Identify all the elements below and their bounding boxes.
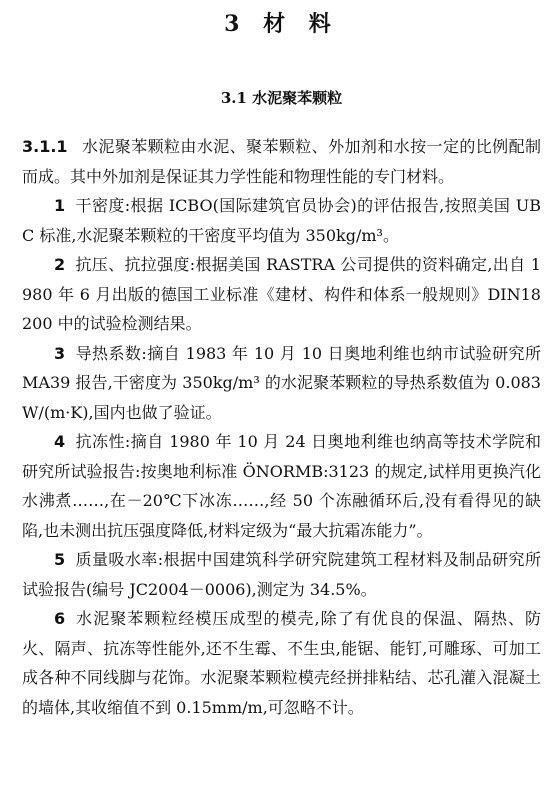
paragraph-number: 1 — [54, 196, 66, 215]
paragraph-item-3 — [22, 339, 541, 428]
paragraph-text: 水泥聚苯颗粒由水泥、聚苯颗粒、外加剂和水按一定的比例配制而成。其中外加剂是保证其力学性能和物理性能的专门材料。 — [22, 137, 541, 186]
paragraph-item-2 — [22, 250, 541, 339]
paragraph-item-5 — [22, 545, 541, 604]
paragraph-item-1 — [22, 191, 541, 250]
paragraph-number: 6 — [54, 609, 66, 628]
paragraph-text: 抗压、抗拉强度:根据美国 RASTRA 公司提供的资料确定,出自 1980 年 6 月出版的德国工业标准《建材、构件和体系一般规则》DIN18200 中的试验检测结果。 — [22, 255, 541, 333]
paragraph-number: 4 — [54, 432, 66, 451]
section-title: 3.1 水泥聚苯颗粒 — [220, 89, 343, 107]
paragraph-text: 抗冻性:摘自 1980 年 10 月 24 日奥地利维也纳高等技术学院和研究所试验报告:按奥地利标准 ÖNORMB:3123 的规定,试样用更换汽化水沸煮……,在－20℃下冰冻……,经 50 个冻融循环后,没有看得见的缺陷,也未测出抗压强度降低,材料定级为“最大抗霜冻能力”。 — [22, 432, 541, 540]
paragraph-number: 5 — [54, 550, 66, 569]
paragraph-item-4 — [22, 427, 541, 545]
paragraph-number: 3 — [54, 343, 66, 363]
paragraph-3-1-1 — [22, 132, 541, 191]
chapter-title: 3 材 料 — [224, 11, 339, 37]
paragraph-text: 水泥聚苯颗粒经模压成型的模壳,除了有优良的保温、隔热、防火、隔声、抗冻等性能外,还不生霉、不生虫,能锯、能钉,可雕琢、可加工成各种不同线脚与花饰。水泥聚苯颗粒模壳经拼排粘结、芯孔灌入混凝土的墙体,其收缩值不到 0.15mm/m,可忽略不计。 — [22, 609, 541, 717]
paragraph-number: 3.1.1 — [22, 137, 68, 156]
paragraph-text: 质量吸水率:根据中国建筑科学研究院建筑工程材料及制品研究所试验报告(编号 JC2004－0006),测定为 34.5%。 — [22, 550, 541, 599]
paragraph-text: 干密度:根据 ICBO(国际建筑官员协会)的评估报告,按照美国 UBC 标准,水泥聚苯颗粒的干密度平均值为 350kg/m³。 — [22, 196, 541, 245]
paragraph-number: 2 — [54, 255, 66, 274]
paragraph-text: 导热系数:摘自 1983 年 10 月 10 日奥地利维也纳市试验研究所 MA39 报告,干密度为 350kg/m³ 的水泥聚苯颗粒的导热系数值为 0.083W/(m·K),国内也做了验证。 — [22, 343, 541, 422]
paragraph-item-6 — [22, 604, 541, 722]
